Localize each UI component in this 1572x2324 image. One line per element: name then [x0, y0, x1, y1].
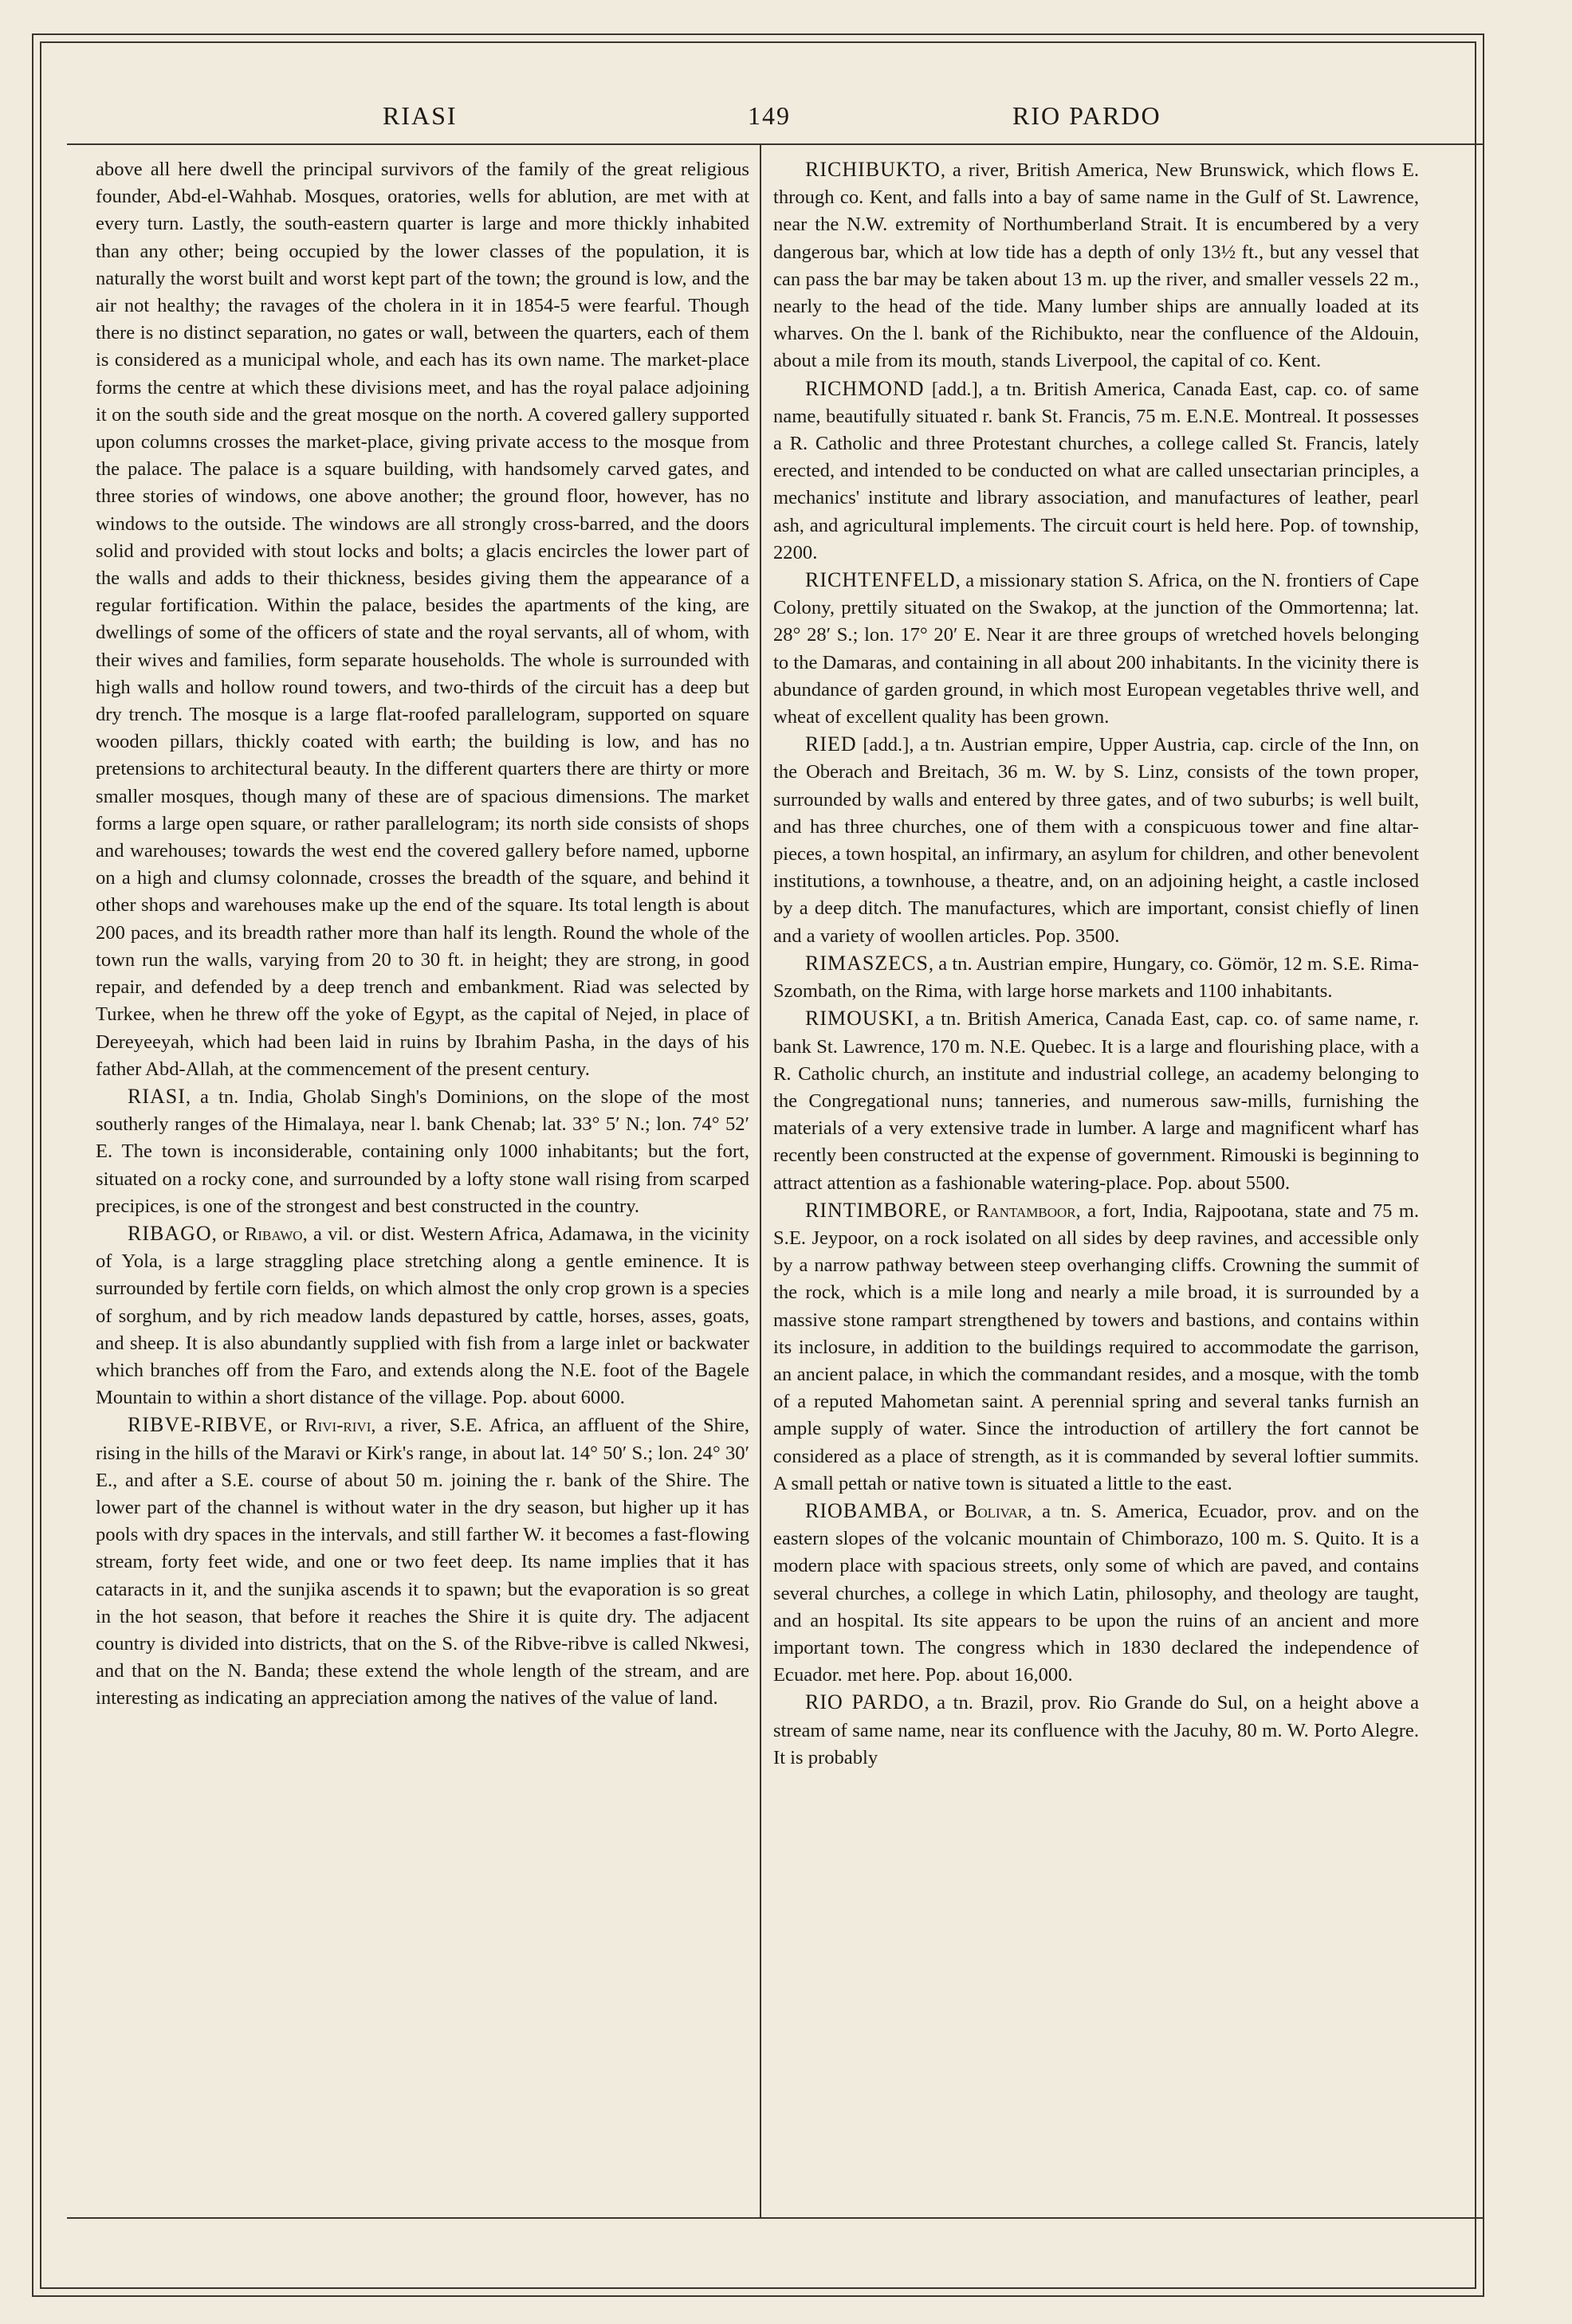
entry-text: , a tn. Brazil, prov. Rio Grande do Sul, on a height above a stream of same name, near its confluence with the Jacuhy, 80 m. W. Porto Alegre. It is probably: [773, 1692, 1419, 1769]
entry-headword: RIBAGO: [128, 1221, 212, 1245]
entry-alias: Rivi-rivi: [305, 1415, 371, 1437]
entry-headword: RINTIMBORE: [805, 1198, 942, 1222]
gazetteer-entry: [773, 567, 1419, 731]
entry-text: , a tn. S. America, Ecuador, prov. and on the eastern slopes of the volcanic mountain of Chimborazo, 100 m. S. Quito. It is a modern place with spacious streets, only some of which are paved, and contains several churches, a college in which Latin, philosophy, and theology are taught, and an hospital. Its site appears to be upon the ruins of an ancient and more important town. The congress which in 1830 declared the independence of Ecuador. met here. Pop. about 16,000.: [773, 1500, 1419, 1686]
entry-alias: Ribawo: [244, 1223, 303, 1245]
entry-text: , a river, British America, New Brunswick, which flows E. through co. Kent, and falls into a bay of same name in the Gulf of St. Lawrence, near the N.W. extremity of Northumberland Strait. It is encumbered by a very dangerous bar, which at low tide has a depth of only 13½ ft., but any vessel that can pass the bar may be taken about 13 m. up the river, and smaller vessels 22 m., nearly to the head of the tide. Many lumber ships are annually loaded at its wharves. On the l. bank of the Richibukto, near the confluence of the Aldouin, about a mile from its mouth, stands Liverpool, the capital of co. Kent.: [773, 159, 1419, 372]
left-entry-list: [96, 1083, 749, 1713]
entry-alias: Bolivar: [964, 1500, 1028, 1522]
entry-text: , a missionary station S. Africa, on the N. frontiers of Cape Colony, prettily situated on the Swakop, at the junction of the Ommortenna; lat. 28° 28′ S.; lon. 17° 20′ E. Near it are three groups of wretched hovels belonging to the Damaras, and containing in all about 200 inhabitants. In the vicinity there is abundance of garden ground, in which most European vegetables thrive well, and wheat of excellent quality has been grown.: [773, 570, 1419, 728]
entry-text: , a tn. British America, Canada East, cap. co. of same name, r. bank St. Lawrence, 170 m. N.E. Quebec. It is a large and flourishing place, with a R. Catholic church, an institute and industrial college, an academy belonging to the Congregational nuns; tanneries, and numerous saw-mills, furnishing the materials of a very extensive trade in lumber. A large and magnificent wharf has recently been constructed at the expense of government. Rimouski is beginning to attract attention as a fashionable watering-place. Pop. about 5500.: [773, 1008, 1419, 1194]
entry-text: , a tn. Austrian empire, Hungary, co. Gömör, 12 m. S.E. Rima-Szombath, on the Rima, with large horse markets and 1100 inhabitants.: [773, 952, 1419, 1003]
gazetteer-entry: [773, 950, 1419, 1005]
header-rule: [67, 143, 1484, 145]
entry-text: , a fort, India, Rajpootana, state and 75 m. S.E. Jeypoor, on a rock isolated on all sides by deep ravines, and accessible only by a narrow pathway between steep overhanging cliffs. Crowning the summit of the rock, which is a mile long and nearly a mile broad, it is surrounded by a massive stone rampart strengthened by towers and bastions, and contains within its inclosure, in addition to the buildings required to accommodate the garrison, an ancient palace, in which the commandant resides, and a mosque, with the tomb of a reputed Mahometan saint. A perennial spring and several tanks furnish an ample supply of water. Since the introduction of artillery the fort cannot be considered as a place of strength, as it is commanded by several loftier summits. A small pettah or native town is situated a little to the east.: [773, 1199, 1419, 1494]
entry-text: , a vil. or dist. Western Africa, Adamawa, in the vicinity of Yola, is a large straggling place stretching along a gentle eminence. It is surrounded by fertile corn fields, on which almost the only crop grown is a species of sorghum, and by rich meadow lands depastured by cattle, horses, asses, goats, and sheep. It is also abundantly supplied with fish from a large inlet or backwater which branches off from the Faro, and extends along the N.E. foot of the Bagele Mountain to within a short distance of the village. Pop. about 6000.: [96, 1223, 749, 1409]
entry-alias: Rantamboor: [977, 1199, 1076, 1222]
gazetteer-entry: [773, 1005, 1419, 1196]
entry-headword: RIASI: [128, 1084, 186, 1108]
gazetteer-entry: RIOBAMBA, or Bolivar, a tn. S. America, Ecuador, prov. and on the eastern slopes of the volcanic mountain of Chimborazo, 100 m. S. Quito. It is a modern place with spacious streets, only some of which are paved, and contains several churches, a college in which Latin, philosophy, and theology are taught, and an hospital. Its site appears to be upon the ruins of an ancient and more important town. The congress which in 1830 declared the independence of Ecuador. met here. Pop. about 16,000.: [773, 1498, 1419, 1686]
entry-headword: RIOBAMBA: [805, 1498, 924, 1522]
left-column: [96, 156, 749, 2212]
footer-rule: [67, 2217, 1484, 2219]
entry-text: [add.], a tn. British America, Canada East, cap. co. of same name, beautifully situated r. bank St. Francis, 75 m. E.N.E. Montreal. It possesses a R. Catholic and three Protestant churches, a college called St. Francis, lately erected, and intended to be conducted on what are called unsectarian principles, a mechanics' institute and library association, and manufactures of leather, pearl ash, and agricultural implements. The circuit court is held here. Pop. of township, 2200.: [773, 378, 1419, 563]
entry-headword: RIMASZECS: [805, 951, 929, 975]
gazetteer-entry: [773, 375, 1419, 567]
entry-headword: RIBVE-RIBVE: [128, 1413, 268, 1437]
right-column: [773, 156, 1419, 2212]
entry-headword: RIMOUSKI: [805, 1007, 914, 1030]
gazetteer-entry: [773, 156, 1419, 375]
gazetteer-entry: [773, 731, 1419, 950]
column-divider: [760, 143, 761, 2217]
running-head-left: RIASI: [383, 100, 458, 130]
gazetteer-entry: [96, 1083, 749, 1220]
gazetteer-entry: RIBVE-RIBVE, or Rivi-rivi, a river, S.E. Africa, an affluent of the Shire, rising in the hills of the Maravi or Kirk's range, in about lat. 14° 50′ S.; lon. 24° 30′ E., and after a S.E. course of about 50 m. joining the r. bank of the Shire. The lower part of the channel is without water in the dry season, but higher up it has pools with dry spaces in the intervals, and still farther W. it becomes a fast-flowing stream, forty feet wide, and one or two feet deep. Its name implies that it has cataracts in it, and the sunjika ascends it to spawn; but the evaporation is so great in the hot season, that before it reaches the Shire it is quite dry. The adjacent country is divided into districts, that on the S. of the Ribve-ribve is called Nkwesi, and that on the N. Banda; these extend the whole length of the stream, and are interesting as indicating an appreciation among the natives of the value of land.: [96, 1413, 749, 1710]
entry-headword: RICHTENFELD: [805, 568, 956, 592]
entry-headword: RICHIBUKTO: [805, 158, 941, 181]
entry-headword: RIED: [805, 732, 857, 756]
right-entry-list: [773, 156, 1419, 1772]
entry-text: , a tn. India, Gholab Singh's Dominions, on the slope of the most southerly ranges of the Himalaya, near l. bank Chenab; lat. 33° 5′ N.; lon. 74° 52′ E. The town is inconsiderable, containing only 1000 inhabitants; but the fort, situated on a rocky cone, and surrounded by a lofty stone wall rising from scarped precipices, is one of the strongest and best constructed in the country.: [96, 1085, 749, 1217]
entry-headword: RIO PARDO: [805, 1690, 925, 1714]
entry-text: , a river, S.E. Africa, an affluent of the Shire, rising in the hills of the Maravi or Kirk's range, in about lat. 14° 50′ S.; lon. 24° 30′ E., and after a S.E. course of about 50 m. joining the r. bank of the Shire. The lower part of the channel is without water in the dry season, but higher up it has pools with dry spaces in the intervals, and still farther W. it becomes a fast-flowing stream, forty feet wide, and one or two feet deep. Its name implies that it has cataracts in it, and the sunjika ascends it to spawn; but the evaporation is so great in the hot season, that before it reaches the Shire it is quite dry. The adjacent country is divided into districts, that on the S. of the Ribve-ribve is called Nkwesi, and that on the N. Banda; these extend the whole length of the stream, and are interesting as indicating an appreciation among the natives of the value of land.: [96, 1415, 749, 1710]
riad-continuation-text: above all here dwell the principal survivors of the family of the great religious founder, Abd-el-Wahhab. Mosques, oratories, wells for ablution, are met with at every turn. Lastly, the south-eastern quarter is large and more thickly inhabited than any other; being occupied by the lower classes of the population, it is naturally the worst built and worst kept part of the town; the ground is low, and the air not healthy; the ravages of the cholera in it in 1854-5 were fearful. Though there is no distinct separation, no gates or wall, between the quarters, each of them is considered as a municipal whole, and each has its own name. The market-place forms the centre at which these divisions meet, and has the royal palace adjoining it on the south side and the great mosque on the north. A covered gallery supported upon columns crosses the market-place, giving private access to the mosque from the palace. The palace is a square building, with handsomely carved gates, and three stories of windows, one above another; the ground floor, however, has no windows to the outside. The windows are all strongly cross-barred, and the doors solid and provided with stout locks and bolts; a glacis encircles the lower part of the walls and adds to their thickness, besides giving them the appearance of a regular fortification. Within the palace, besides the apartments of the king, are dwellings of some of the officers of state and the royal servants, all of whom, with their wives and families, form separate households. The whole is surrounded with high walls and hollow round towers, and two-thirds of the circuit has a deep but dry trench. The mosque is a large flat-roofed parallelogram, supported on square wooden pillars, thickly coated with earth; the building is low, and has no pretensions to architectural beauty. In the different quarters there are thirty or more smaller mosques, though many of these are of spacious dimensions. The market forms a large open square, or rather parallelogram; its north side consists of shops and warehouses; towards the west end the covered gallery before named, upborne on a high and clumsy colonnade, crosses the breadth of the square, and behind it other shops and warehouses make up the end of the square. Its total length is about 200 paces, and its breadth rather more than half its length. Round the whole of the town run the walls, varying from 20 to 30 ft. in height; they are strong, in good repair, and defended by a deep trench and embankment. Riad was selected by Turkee, when he threw off the yoke of Egypt, as the capital of Nejed, in place of Dereyeeyah, which had been laid in ruins by Ibrahim Pasha, in the days of his father Abd-Allah, at the commencement of the present century.: [96, 159, 749, 1080]
entry-headword: RICHMOND: [805, 376, 925, 400]
page-number: 149: [748, 100, 791, 130]
gazetteer-entry: RIBAGO, or Ribawo, a vil. or dist. Western Africa, Adamawa, in the vicinity of Yola, is a large straggling place stretching along a gentle eminence. It is surrounded by fertile corn fields, on which almost the only crop grown is a species of sorghum, and by rich meadow lands depastured by cattle, horses, asses, goats, and sheep. It is also abundantly supplied with fish from a large inlet or backwater which branches off from the Faro, and extends along the N.E. foot of the Bagele Mountain to within a short distance of the village. Pop. about 6000.: [96, 1221, 749, 1409]
gazetteer-entry: RINTIMBORE, or Rantamboor, a fort, India, Rajpootana, state and 75 m. S.E. Jeypoor, on a rock isolated on all sides by deep ravines, and accessible only by a narrow pathway between steep overhanging cliffs. Crowning the summit of the rock, which is a mile long and nearly a mile broad, it is surrounded by a massive stone rampart strengthened by towers and bastions, and contains within its inclosure, in addition to the buildings required to accommodate the garrison, an ancient palace, in which the commandant resides, and a mosque, with the tomb of a reputed Mahometan saint. A perennial spring and several tanks furnish an ample supply of water. Since the introduction of artillery the fort cannot be considered as a place of strength, as it is commanded by several loftier summits. A small pettah or native town is situated a little to the east.: [773, 1198, 1419, 1494]
entry-text: [add.], a tn. Austrian empire, Upper Austria, cap. circle of the Inn, on the Oberach and Breitach, 36 m. W. by S. Linz, consists of the town proper, surrounded by walls and entered by three gates, and of two suburbs; is well built, and has three churches, one of them with a conspicuous tower and fine altar-pieces, a town hospital, an infirmary, an asylum for children, and other benevolent institutions, a townhouse, a theatre, and, on an adjoining height, a castle inclosed by a deep ditch. The manufactures, which are important, consist chiefly of linen and a variety of woollen articles. Pop. 3500.: [773, 734, 1419, 947]
gazetteer-entry: [773, 1689, 1419, 1772]
running-head-right: RIO PARDO: [1012, 100, 1161, 130]
